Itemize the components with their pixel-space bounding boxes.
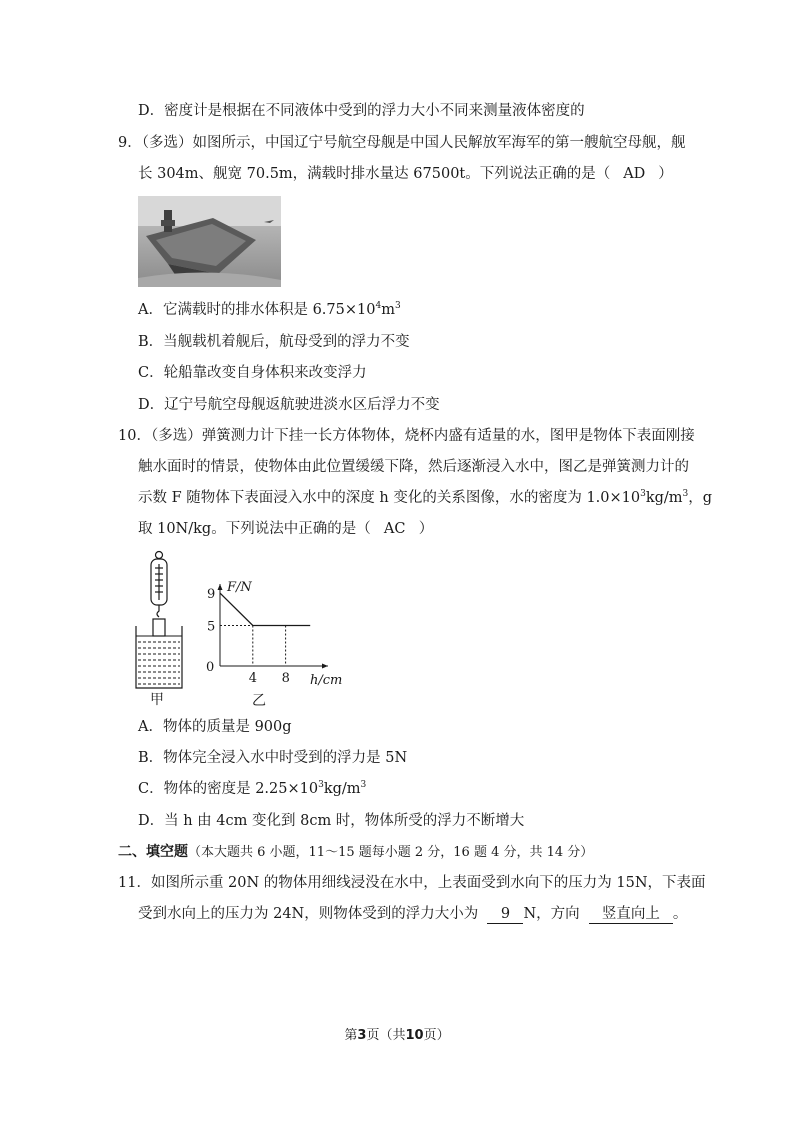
current-page: 3 — [357, 1028, 367, 1043]
q10-option-b: B．物体完全浸入水中时受到的浮力是 5N — [138, 750, 408, 766]
label-jia: 甲 — [150, 692, 164, 708]
q9-option-a: A．它满载时的排水体积是 $6.75\times 10^4m^3$ — [138, 301, 401, 318]
q10-stem-line1: 10．（多选）弹簧测力计下挂一长方体物体，烧杯内盛有适量的水，图甲是物体下表面刚接 — [118, 428, 695, 444]
q9-option-c: C．轮船靠改变自身体积来改变浮力 — [138, 365, 367, 381]
q9-option-b: B．当舰载机着舰后，航母受到的浮力不变 — [138, 334, 410, 350]
q10-option-a: A．物体的质量是 900g — [138, 719, 292, 735]
q10-stem-line2: 触水面时的情景，使物体由此位置缓缓下降，然后逐渐浸入水中，图乙是弹簧测力计的 — [138, 459, 689, 475]
series-line — [220, 593, 310, 625]
q8-option-d: D．密度计是根据在不同液体中受到的浮力大小不同来测量液体密度的 — [138, 103, 585, 119]
q9-answer: AD — [623, 166, 646, 182]
x-tick-label-4: 4 — [248, 671, 258, 686]
total-pages: 10 — [405, 1028, 424, 1043]
q10-stem-line4: 取 10N/kg。下列说法中正确的是（ AC ） — [138, 521, 434, 537]
aircraft-carrier-photo — [138, 196, 281, 287]
q9-option-d: D．辽宁号航空母舰返航驶进淡水区后浮力不变 — [138, 397, 440, 413]
q10-stem-line3: 示数 F 随物体下表面浸入水中的深度 h 变化的关系图像，水的密度为 $1.0\times 10^3kg/m^3$，g — [138, 489, 713, 506]
beaker-water — [136, 636, 182, 684]
q10-option-c: C．物体的密度是 $2.25\times 10^3kg/m^3$ — [138, 780, 367, 797]
y-axis-label: F/N — [227, 580, 252, 595]
q9-stem-line1: 9．（多选）如图所示，中国辽宁号航空母舰是中国人民解放军海军的第一艘航空母舰，舰 — [118, 135, 686, 151]
q10-option-d: D．当 h 由 4cm 变化到 8cm 时，物体所受的浮力不断增大 — [138, 813, 525, 829]
y-axis-arrow — [218, 584, 223, 590]
x-tick-label-8: 8 — [281, 671, 290, 686]
y-tick-label-9: 9 — [207, 587, 216, 603]
q11-line1: 11．如图所示重 20N 的物体用细线浸没在水中，上表面受到水向下的压力为 15N，下表面 — [118, 875, 706, 891]
x-axis-label: h/cm — [310, 673, 343, 688]
q11-blank-2: 竖直向上 — [589, 905, 673, 924]
section2-heading — [118, 842, 593, 863]
origin-label: 0 — [206, 660, 215, 675]
q11-blank-1: 9 — [487, 905, 523, 924]
page-footer: 第3页（共10页） — [344, 1028, 450, 1043]
q9-stem-line2: 长 304m、舰宽 70.5m，满载时排水量达 67500t。下列说法正确的是（ AD ） — [138, 166, 673, 182]
q11-line2: 受到水向上的压力为 24N，则物体受到的浮力大小为 9 N，方向 竖直向上 。 — [138, 906, 688, 922]
label-yi: 乙 — [252, 693, 266, 708]
spring-scale-apparatus — [136, 552, 182, 689]
x-axis-arrow — [322, 664, 328, 669]
force-depth-graph — [206, 580, 342, 688]
y-tick-label-5: 5 — [207, 619, 216, 635]
section2-note: （本大题共 6 小题，11～15 题每小题 2 分，16 题 4 分，共 14 分） — [188, 845, 594, 860]
q10-figure — [128, 548, 358, 708]
q10-answer: AC — [383, 521, 406, 537]
section2-title: 二、填空题 — [118, 844, 188, 860]
